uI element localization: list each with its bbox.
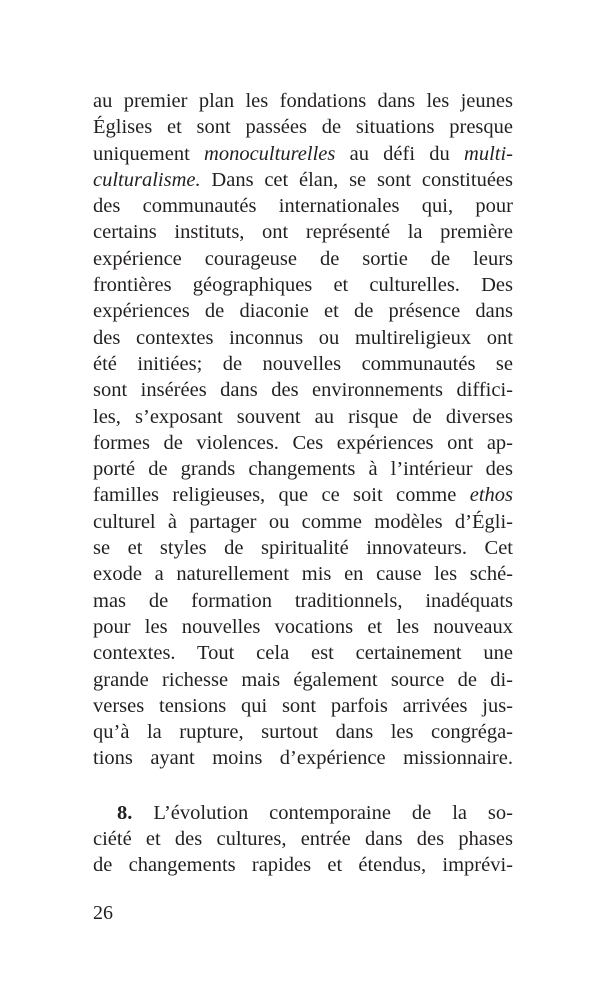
text-line xyxy=(93,325,513,351)
text-segment: expérience courageuse de sortie de leurs xyxy=(93,247,513,270)
text-line xyxy=(93,193,513,219)
text-line xyxy=(93,246,513,272)
text-segment: pour les nouvelles vocations et les nouveaux xyxy=(93,615,513,638)
text-line xyxy=(93,667,513,693)
text-segment: uniquement xyxy=(93,142,205,165)
text-line xyxy=(93,535,513,561)
text-line xyxy=(93,693,513,719)
text-line xyxy=(93,561,513,587)
text-segment: sont insérées dans des environnements diffici- xyxy=(93,379,513,402)
text-segment: des contextes inconnus ou multireligieux ont xyxy=(93,326,513,349)
text-line xyxy=(93,351,513,377)
text-segment: qu’à la rupture, surtout dans les congréga- xyxy=(93,721,513,744)
text-segment: familles religieuses, que ce soit comme xyxy=(93,484,470,507)
text-segment: grande richesse mais également source de di- xyxy=(93,668,513,691)
text-line xyxy=(93,800,513,826)
text-line xyxy=(93,509,513,535)
text-line xyxy=(93,141,513,167)
text-segment: frontières géographiques et culturelles. Des xyxy=(93,274,513,297)
text-segment: se et styles de spiritualité innovateurs. Cet xyxy=(93,537,513,560)
text-line xyxy=(93,456,513,482)
text-segment: culturel à partager ou comme modèles d’Égli- xyxy=(93,510,513,533)
text-segment: de changements rapides et étendus, imprévi- xyxy=(93,854,513,877)
text-segment: contextes. Tout cela est certainement une xyxy=(93,642,513,665)
text-segment: exode a naturellement mis en cause les sché- xyxy=(93,563,513,586)
text-segment: les, s’exposant souvent au risque de diverses xyxy=(93,405,513,428)
text-segment: formes de violences. Ces expériences ont ap- xyxy=(93,431,513,454)
body-text xyxy=(93,88,513,879)
text-segment: certains instituts, ont représenté la première xyxy=(93,221,513,244)
text-segment: verses tensions qui sont parfois arrivées jus- xyxy=(93,694,513,717)
text-segment: au défi du xyxy=(335,142,465,165)
text-segment: porté de grands changements à l’intérieur des xyxy=(93,458,513,481)
text-segment: Églises et sont passées de situations presque xyxy=(93,116,513,139)
text-line xyxy=(93,588,513,614)
text-line xyxy=(93,826,513,852)
text-line xyxy=(93,430,513,456)
text-line xyxy=(93,219,513,245)
section-number: 8. xyxy=(117,801,133,824)
text-line xyxy=(93,272,513,298)
text-segment: des communautés internationales qui, pour xyxy=(93,195,513,218)
text-line xyxy=(93,167,513,193)
italic-text: culturalisme. xyxy=(93,168,201,191)
italic-text: multi- xyxy=(464,142,513,165)
text-segment: ciété et des cultures, entrée dans des phases xyxy=(93,828,513,851)
page-number: 26 xyxy=(93,902,113,924)
text-line xyxy=(93,377,513,403)
text-segment: tions ayant moins d’expérience missionnaire. xyxy=(93,747,513,770)
text-line xyxy=(93,719,513,745)
text-segment: expériences de diaconie et de présence dans xyxy=(93,300,513,323)
text-line xyxy=(93,852,513,878)
italic-text: monoculturelles xyxy=(204,142,336,165)
text-line xyxy=(93,482,513,508)
text-segment: été initiées; de nouvelles communautés se xyxy=(93,352,513,375)
paragraph xyxy=(93,800,513,879)
text-line xyxy=(93,114,513,140)
text-segment: mas de formation traditionnels, inadéquats xyxy=(93,589,513,612)
paragraph xyxy=(93,88,513,772)
text-line xyxy=(93,640,513,666)
text-line xyxy=(93,745,513,771)
text-segment: au premier plan les fondations dans les jeunes xyxy=(93,90,513,112)
text-segment: L’évolution contemporaine de la so- xyxy=(132,801,513,824)
italic-text: ethos xyxy=(469,484,513,507)
text-segment: Dans cet élan, se sont constituées xyxy=(200,168,513,191)
text-line xyxy=(93,614,513,640)
text-line xyxy=(93,404,513,430)
text-line xyxy=(93,88,513,114)
text-line xyxy=(93,298,513,324)
